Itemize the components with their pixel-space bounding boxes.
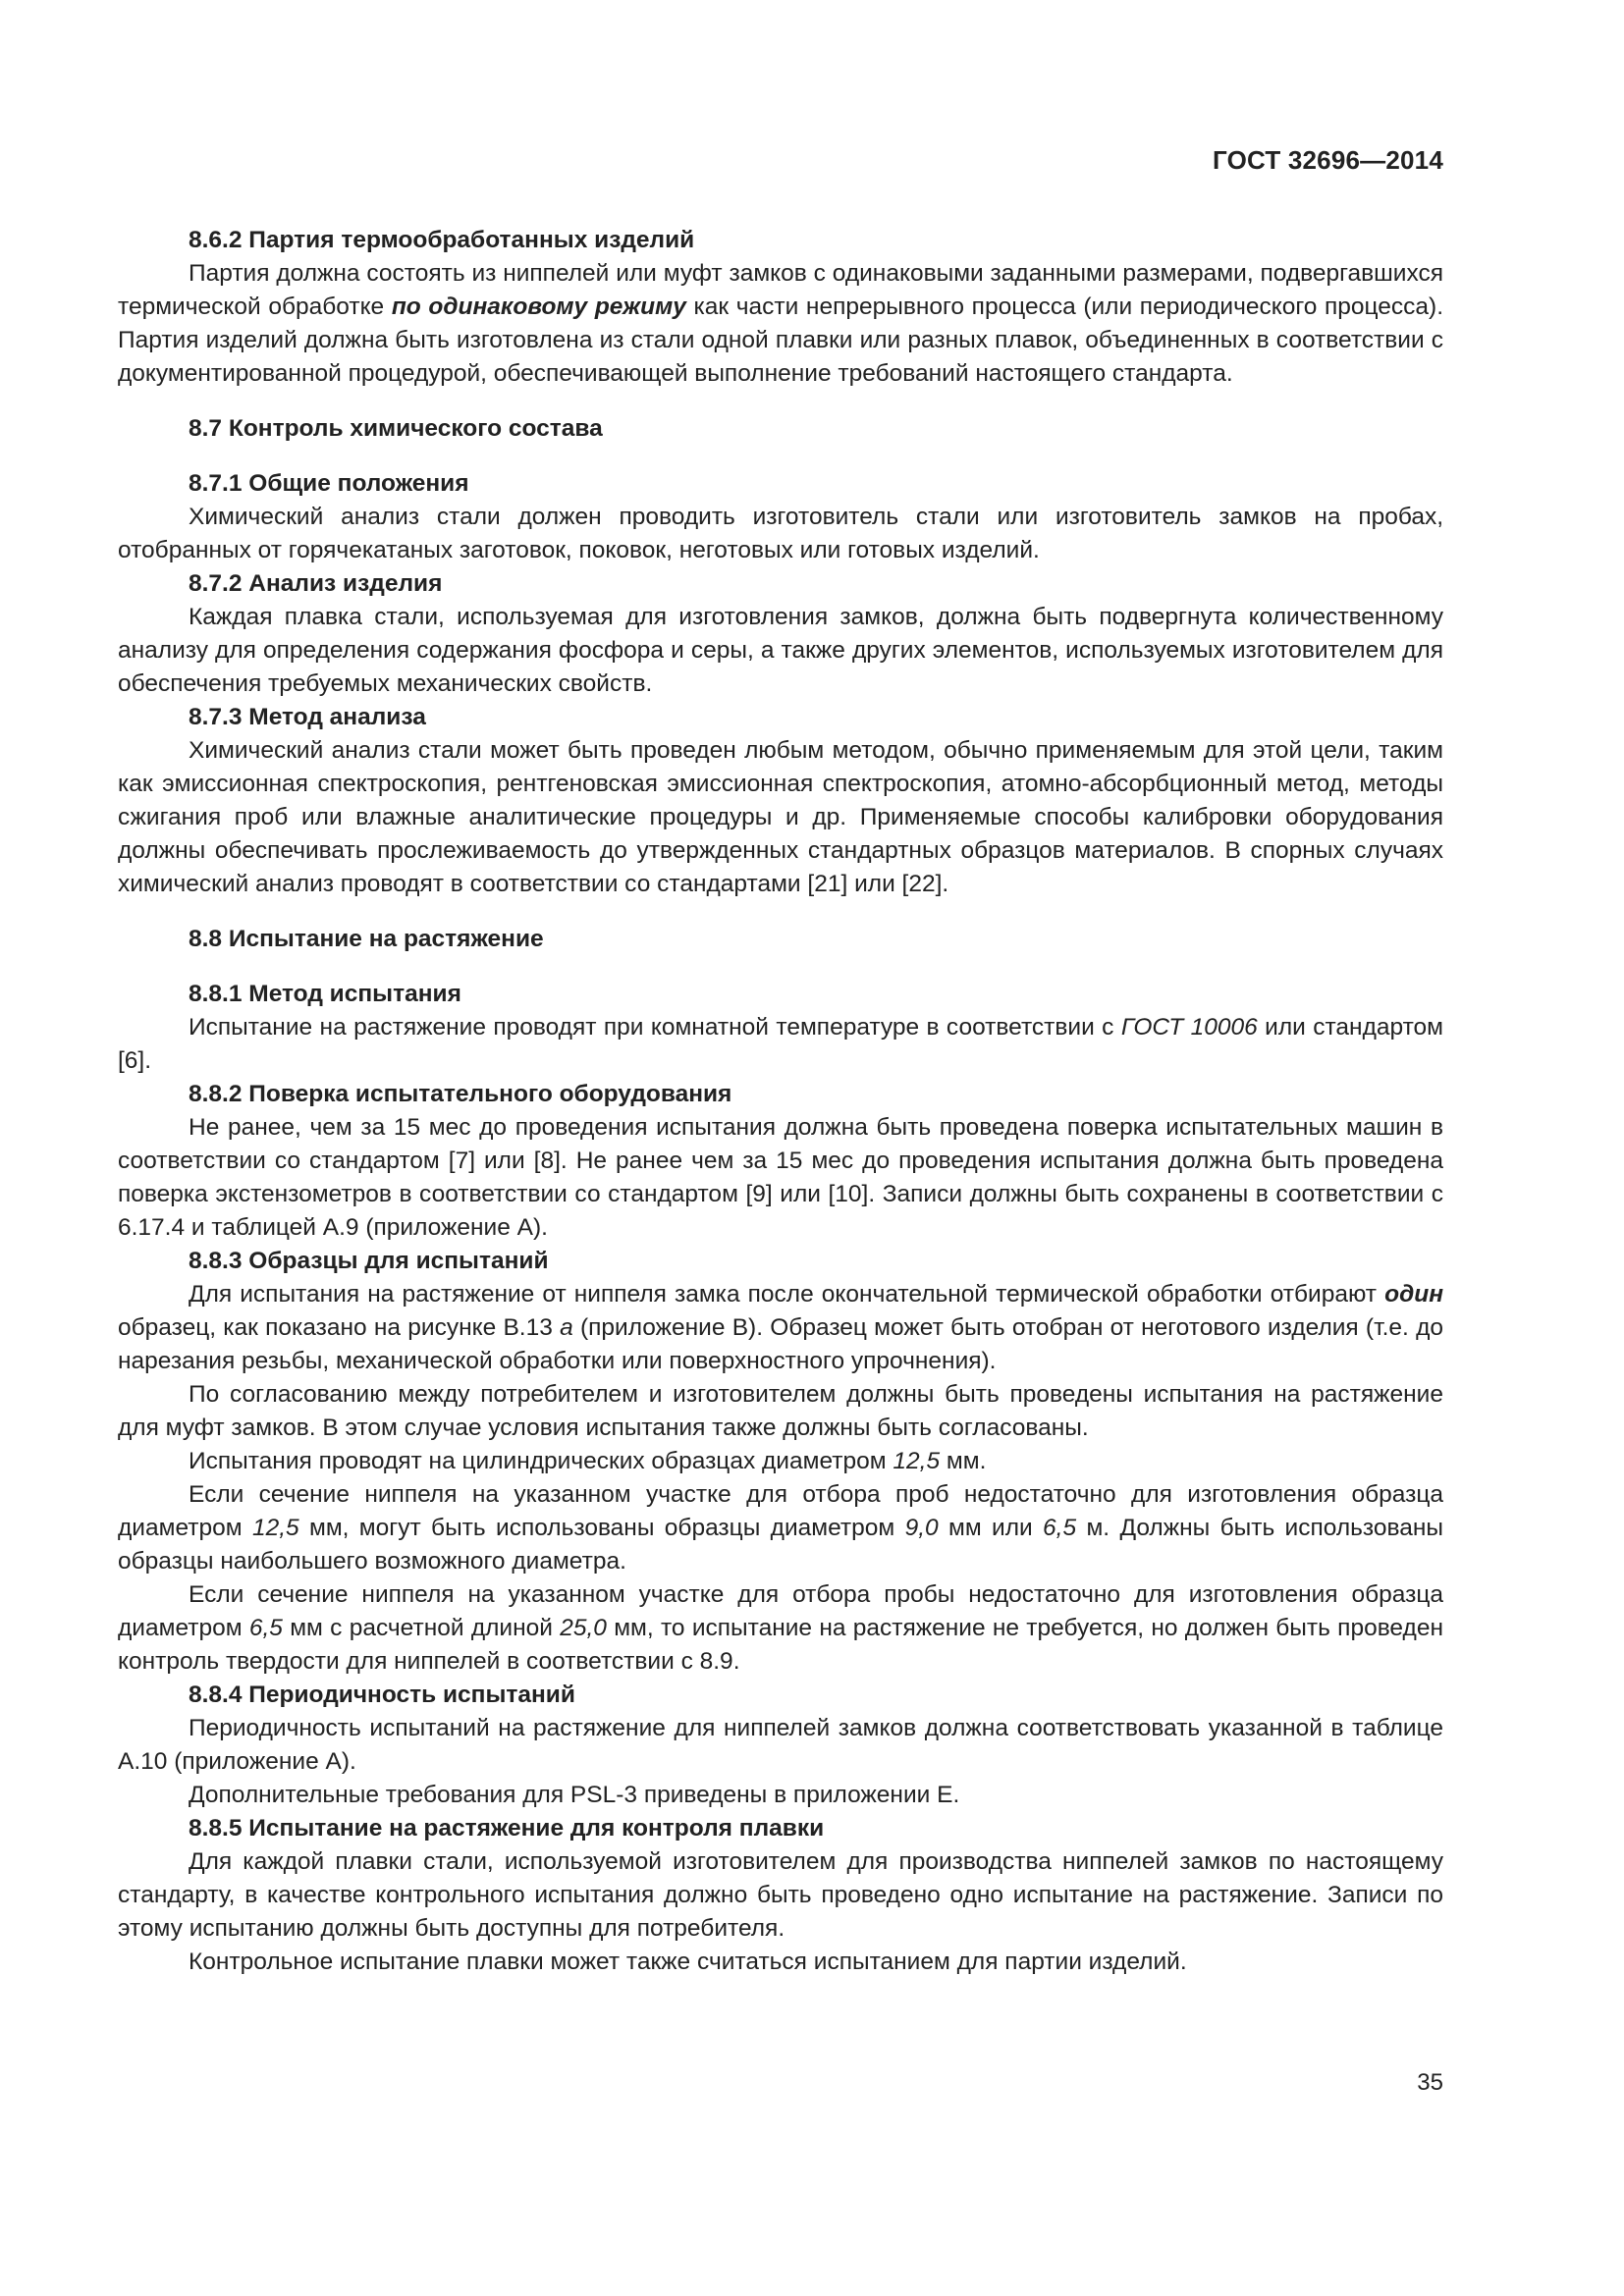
heading-8-8-4: 8.8.4 Периодичность испытаний [189, 1682, 575, 1708]
paragraph: По согласованию между потребителем и изготовителем должны быть проведены испытания на растяжение для муфт замков. В этом случае условия испытания также должны быть согласованы. [118, 1381, 1443, 1441]
heading-8-8-1: 8.8.1 Метод испытания [189, 981, 461, 1007]
paragraph: Контрольное испытание плавки может также считаться испытанием для партии изделий. [189, 1949, 1187, 1975]
paragraph: Периодичность испытаний на растяжение для ниппелей замков должна соответствовать указанной в таблице А.10 (приложение А). [118, 1715, 1443, 1775]
paragraph: Партия должна состоять из ниппелей или муфт замков с одинаковыми заданными размерами, подвергавшихся термической обработке по одинаковому режиму как части непрерывного процесса (или периодического процесса). Партия изделий должна быть изготовлена из стали одной плавки или разных плавок, объединенных в соответствии с документированной процедурой, обеспечивающей выполнение требований настоящего стандарта. [118, 260, 1443, 387]
document-code: ГОСТ 32696—2014 [1213, 145, 1443, 175]
paragraph: Дополнительные требования для PSL-3 приведены в приложении Е. [189, 1782, 960, 1808]
heading-8-8-2: 8.8.2 Поверка испытательного оборудования [189, 1081, 732, 1107]
heading-8-7-2: 8.7.2 Анализ изделия [189, 570, 443, 597]
paragraph: Химический анализ стали может быть проведен любым методом, обычно применяемым для этой цели, таким как эмиссионная спектроскопия, рентгеновская эмиссионная спектроскопия, атомно-абсорбционный метод, методы сжигания проб или влажные аналитические процедуры и др. Применяемые способы калибровки оборудования должны обеспечивать прослеживаемость до утвержденных стандартных образцов материалов. В спорных случаях химический анализ проводят в соответствии со стандартами [21] или [22]. [118, 737, 1443, 897]
heading-8-7: 8.7 Контроль химического состава [189, 415, 603, 442]
paragraph: Испытание на растяжение проводят при комнатной температуре в соответствии с ГОСТ 10006 или стандартом [6]. [118, 1014, 1444, 1074]
heading-8-8-3: 8.8.3 Образцы для испытаний [189, 1248, 549, 1274]
paragraph: Испытания проводят на цилиндрических образцах диаметром 12,5 мм. [189, 1448, 987, 1474]
paragraph: Химический анализ стали должен проводить изготовитель стали или изготовитель замков на пробах, отобранных от горячекатаных заготовок, поковок, неготовых или готовых изделий. [118, 504, 1443, 563]
page-number: 35 [1417, 2069, 1443, 2096]
paragraph: Каждая плавка стали, используемая для изготовления замков, должна быть подвергнута количественному анализу для определения содержания фосфора и серы, а также других элементов, используемых изготовителем для обеспечения требуемых механических свойств. [118, 604, 1443, 697]
paragraph: Для испытания на растяжение от ниппеля замка после окончательной термической обработки отбирают один образец, как показано на рисунке В.13 а (приложение В). Образец может быть отобран от неготового изделия (т.е. до нарезания резьбы, механической обработки или поверхностного упрочнения). [118, 1281, 1443, 1374]
heading-8-8-5: 8.8.5 Испытание на растяжение для контроля плавки [189, 1815, 825, 1842]
paragraph: Не ранее, чем за 15 мес до проведения испытания должна быть проведена поверка испытательных машин в соответствии со стандартом [7] или [8]. Не ранее чем за 15 мес до проведения испытания должна быть проведена поверка экстензометров в соответствии со стандартом [9] или [10]. Записи должны быть сохранены в соответствии с 6.17.4 и таблицей А.9 (приложение А). [118, 1114, 1443, 1241]
heading-8-8: 8.8 Испытание на растяжение [189, 926, 544, 952]
heading-8-7-1: 8.7.1 Общие положения [189, 470, 469, 497]
heading-8-6-2: 8.6.2 Партия термообработанных изделий [189, 227, 695, 253]
page-content [118, 224, 1443, 1979]
paragraph: Если сечение ниппеля на указанном участке для отбора пробы недостаточно для изготовления образца диаметром 6,5 мм с расчетной длиной 25,0 мм, то испытание на растяжение не требуется, но должен быть проведен контроль твердости для ниппелей в соответствии с 8.9. [118, 1581, 1443, 1675]
paragraph: Для каждой плавки стали, используемой изготовителем для производства ниппелей замков по настоящему стандарту, в качестве контрольного испытания должно быть проведено одно испытание на растяжение. Записи по этому испытанию должны быть доступны для потребителя. [118, 1848, 1443, 1942]
heading-8-7-3: 8.7.3 Метод анализа [189, 704, 426, 730]
paragraph: Если сечение ниппеля на указанном участке для отбора проб недостаточно для изготовления образца диаметром 12,5 мм, могут быть использованы образцы диаметром 9,0 мм или 6,5 м. Должны быть использованы образцы наибольшего возможного диаметра. [118, 1481, 1443, 1575]
